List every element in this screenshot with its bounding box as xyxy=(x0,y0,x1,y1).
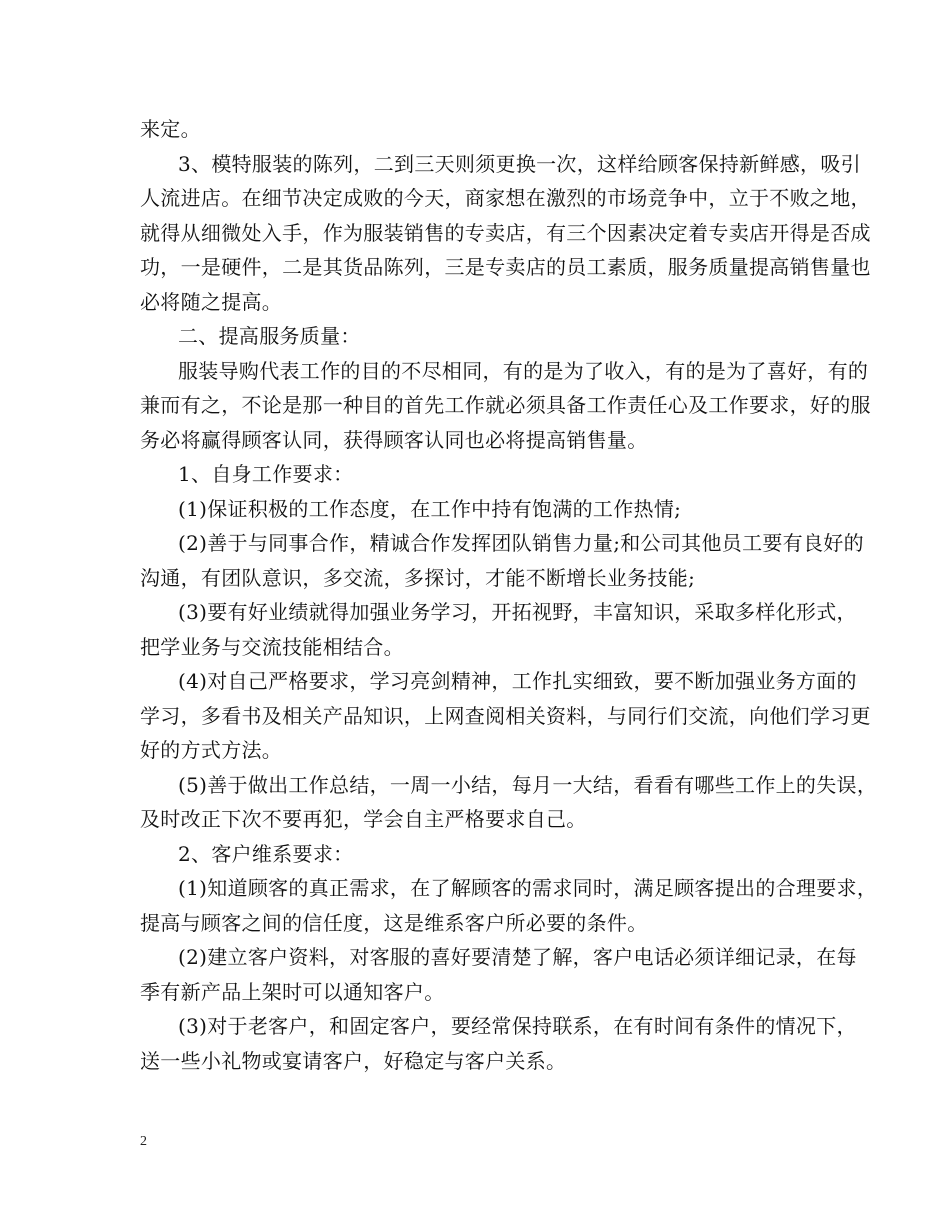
text-line: 必将随之提高。 xyxy=(140,289,283,314)
text-line: 二、提高服务质量： xyxy=(178,324,361,348)
text-line: 服装导购代表工作的目的不尽相同，有的是为了收入，有的是为了喜好，有的 xyxy=(178,358,869,383)
text-line: 沟通，有团队意识，多交流，多探讨，才能不断增长业务技能; xyxy=(140,565,696,590)
text-line: 兼而有之，不论是那一种目的首先工作就必须具备工作责任心及工作要求，好的服 xyxy=(140,393,871,417)
page-number: 2 xyxy=(140,1134,147,1149)
text-line: 来定。 xyxy=(140,117,201,141)
text-line: 学习，多看书及相关产品知识，上网查阅相关资料，与同行们交流，向他们学习更 xyxy=(140,703,871,728)
text-line: 好的方式方法。 xyxy=(140,738,283,762)
text-line: 把学业务与交流技能相结合。 xyxy=(140,634,404,659)
text-line: 就得从细微处入手，作为服装销售的专卖店，有三个因素决定着专卖店开得是否成 xyxy=(140,220,871,245)
text-line: (3)要有好业绩就得加强业务学习，开拓视野，丰富知识，采取多样化形式， xyxy=(178,600,857,624)
text-line: (1)知道顾客的真正需求，在了解顾客的需求同时，满足顾客提出的合理要求， xyxy=(178,876,878,900)
text-line: 2、客户维系要求： xyxy=(178,841,354,866)
document-body xyxy=(140,112,878,1078)
text-line: (2)善于与同事合作，精诚合作发挥团队销售力量;和公司其他员工要有良好的 xyxy=(178,531,864,555)
text-line: 送一些小礼物或宴请客户，好稳定与客户关系。 xyxy=(140,1048,567,1073)
text-line: 人流进店。在细节决定成败的今天，商家想在激烈的市场竞争中，立于不败之地， xyxy=(140,186,871,210)
text-line: 及时改正下次不要再犯，学会自主严格要求自己。 xyxy=(140,807,587,831)
text-line: 功，一是硬件，二是其货品陈列，三是专卖店的员工素质，服务质量提高销售量也 xyxy=(140,255,871,279)
text-line: 3、模特服装的陈列，二到三天则须更换一次，这样给顾客保持新鲜感，吸引 xyxy=(178,151,861,176)
text-line: (4)对自己严格要求，学习亮剑精神，工作扎实细致，要不断加强业务方面的 xyxy=(178,669,857,693)
text-line: 提高与顾客之间的信任度，这是维系客户所必要的条件。 xyxy=(140,910,648,935)
text-line: (1)保证积极的工作态度，在工作中持有饱满的工作热情; xyxy=(178,496,682,521)
text-line: (2)建立客户资料，对客服的喜好要清楚了解，客户电话必须详细记录，在每 xyxy=(178,945,857,969)
text-line: (5)善于做出工作总结，一周一小结，每月一大结，看看有哪些工作上的失误， xyxy=(178,772,878,797)
text-line: 务必将赢得顾客认同，获得顾客认同也必将提高销售量。 xyxy=(140,427,648,452)
text-line: 季有新产品上架时可以通知客户。 xyxy=(140,979,445,1004)
text-line: (3)对于老客户，和固定客户，要经常保持联系，在有时间有条件的情况下， xyxy=(178,1014,857,1038)
text-line: 1、自身工作要求： xyxy=(178,462,354,486)
